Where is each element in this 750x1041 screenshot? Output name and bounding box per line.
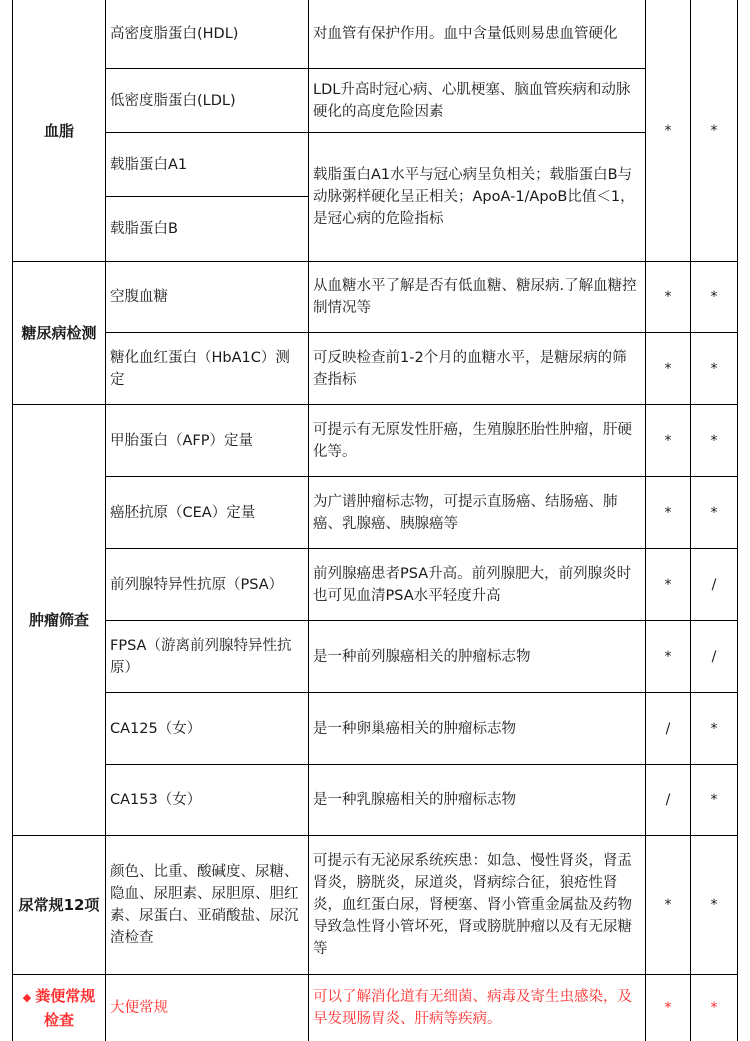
desc-ldl: LDL升高时冠心病、心肌梗塞、脑血管疾病和动脉硬化的高度危险因素: [309, 69, 646, 133]
item-fpsa: FPSA（游离前列腺特异性抗原）: [106, 621, 309, 693]
mark-ca153-col2: *: [691, 765, 738, 836]
desc-psa: 前列腺癌患者PSA升高。前列腺肥大，前列腺炎时也可见血清PSA水平轻度升高: [309, 549, 646, 621]
mark-urine-col2: *: [691, 836, 738, 975]
desc-apolipoprotein: 载脂蛋白A1水平与冠心病呈负相关；载脂蛋白B与动脉粥样硬化呈正相关；ApoA-1/ApoB比值＜1，是冠心病的危险指标: [309, 133, 646, 262]
item-cea: 癌胚抗原（CEA）定量: [106, 477, 309, 549]
mark-ca153-col1: /: [646, 765, 691, 836]
mark-hba1c-col1: *: [646, 333, 691, 405]
item-hba1c: 糖化血红蛋白（HbA1C）测定: [106, 333, 309, 405]
mark-psa-col1: *: [646, 549, 691, 621]
item-apob: 载脂蛋白B: [106, 197, 309, 262]
desc-stool-routine: 可以了解消化道有无细菌、病毒及寄生虫感染，及早发现肠胃炎、肝病等疾病。: [309, 975, 646, 1041]
mark-fasting-glucose-col1: *: [646, 262, 691, 333]
mark-psa-col2: /: [691, 549, 738, 621]
item-apoa1: 载脂蛋白A1: [106, 133, 309, 197]
mark-ca125-col1: /: [646, 693, 691, 765]
mark-stool-col1: *: [646, 975, 691, 1041]
diamond-bullet-icon: ◆: [22, 991, 32, 1004]
mark-fpsa-col1: *: [646, 621, 691, 693]
category-diabetes: 糖尿病检测: [13, 262, 106, 405]
mark-lipid-col1: *: [646, 0, 691, 262]
item-fasting-glucose: 空腹血糖: [106, 262, 309, 333]
category-lipid: 血脂: [13, 0, 106, 262]
mark-urine-col1: *: [646, 836, 691, 975]
category-tumor: 肿瘤筛查: [13, 405, 106, 836]
mark-fasting-glucose-col2: *: [691, 262, 738, 333]
mark-stool-col2: *: [691, 975, 738, 1041]
desc-ca125: 是一种卵巢癌相关的肿瘤标志物: [309, 693, 646, 765]
desc-fasting-glucose: 从血糖水平了解是否有低血糖、糖尿病.了解血糖控制情况等: [309, 262, 646, 333]
desc-hdl: 对血管有保护作用。血中含量低则易患血管硬化: [309, 0, 646, 69]
category-urine: 尿常规12项: [13, 836, 106, 975]
item-stool-routine: 大便常规: [106, 975, 309, 1041]
mark-hba1c-col2: *: [691, 333, 738, 405]
mark-fpsa-col2: /: [691, 621, 738, 693]
mark-cea-col1: *: [646, 477, 691, 549]
item-hdl: 高密度脂蛋白(HDL): [106, 0, 309, 69]
desc-urine-routine: 可提示有无泌尿系统疾患：如急、慢性肾炎，肾盂肾炎，膀胱炎，尿道炎，肾病综合征，狼疮性肾炎，血红蛋白尿，肾梗塞、肾小管重金属盐及药物导致急性肾小管坏死，肾或膀胱肿瘤以及有无尿糖等: [309, 836, 646, 975]
item-ldl: 低密度脂蛋白(LDL): [106, 69, 309, 133]
desc-fpsa: 是一种前列腺癌相关的肿瘤标志物: [309, 621, 646, 693]
item-afp: 甲胎蛋白（AFP）定量: [106, 405, 309, 477]
desc-afp: 可提示有无原发性肝癌，生殖腺胚胎性肿瘤，肝硬化等。: [309, 405, 646, 477]
item-ca153: CA153（女）: [106, 765, 309, 836]
mark-afp-col2: *: [691, 405, 738, 477]
desc-hba1c: 可反映检查前1-2个月的血糖水平，是糖尿病的筛查指标: [309, 333, 646, 405]
item-ca125: CA125（女）: [106, 693, 309, 765]
item-psa: 前列腺特异性抗原（PSA）: [106, 549, 309, 621]
item-urine-routine: 颜色、比重、酸碱度、尿糖、隐血、尿胆素、尿胆原、胆红素、尿蛋白、亚硝酸盐、尿沉渣检查: [106, 836, 309, 975]
mark-lipid-col2: *: [691, 0, 738, 262]
desc-ca153: 是一种乳腺癌相关的肿瘤标志物: [309, 765, 646, 836]
mark-afp-col1: *: [646, 405, 691, 477]
category-stool: ◆ 粪便常规检查: [13, 975, 106, 1041]
mark-cea-col2: *: [691, 477, 738, 549]
mark-ca125-col2: *: [691, 693, 738, 765]
desc-cea: 为广谱肿瘤标志物，可提示直肠癌、结肠癌、肺癌、乳腺癌、胰腺癌等: [309, 477, 646, 549]
